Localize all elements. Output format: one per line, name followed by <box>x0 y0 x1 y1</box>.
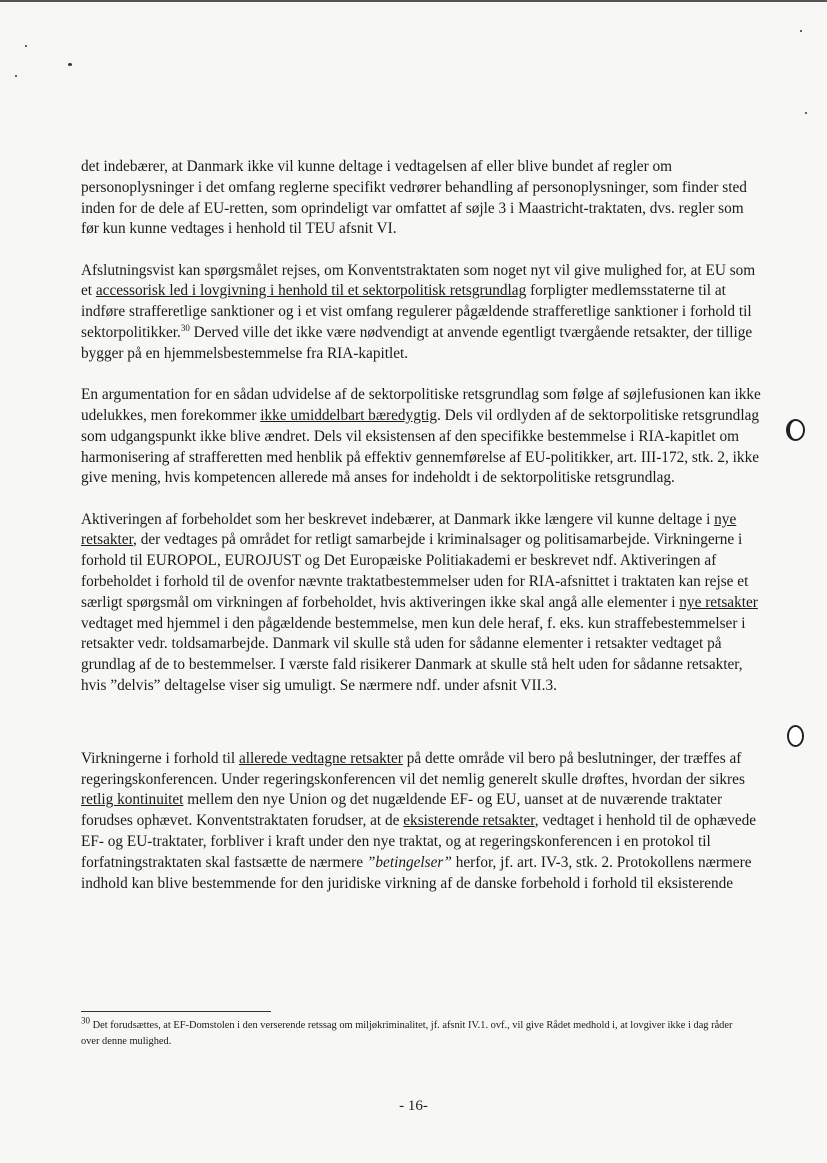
page-number: - 16- <box>399 1098 428 1114</box>
scan-speck <box>805 112 807 114</box>
paragraph <box>81 749 761 895</box>
text-run: vedtaget med hjemmel i den pågældende bestemmelse, men kun dele heraf, f. eks. kun straffebestemmelser i retsakter vedr. toldsamarbejde. Danmark vil skulle stå uden for sådanne elementer i retsakter vedtaget på grundlag af de to bestemmelser. I værste fald risikerer Danmark at skulle stå helt uden for sådanne retsakter, hvis ”delvis” deltagelse viser sig umuligt. Se nærmere ndf. under afsnit VII.3. <box>81 614 746 695</box>
text-run: forpligter medlemsstaterne til at indføre strafferetlige sanktioner og i et vist omfang regulerer pågældende strafferetlige sanktioner i forhold til sektorpolitikker. <box>81 282 752 342</box>
text-run: herfor, jf. art. IV-3, stk. 2. Protokollens nærmere indhold kan blive bestemmende for den juridiske virkning af de danske forbehold i forhold til eksisterende <box>81 853 752 892</box>
scan-speck <box>25 45 27 47</box>
body-text <box>81 157 761 915</box>
paragraph <box>81 510 761 697</box>
paragraph <box>81 157 761 240</box>
scan-edge <box>0 0 827 2</box>
italic-text: ”betingelser” <box>366 853 452 871</box>
underlined-text: eksisterende retsakter <box>403 812 535 830</box>
underlined-text: nye retsakter <box>679 593 758 611</box>
text-run: , der vedtages på området for retligt samarbejde i kriminalsager og politisamarbejde. Virkningerne i forhold til EUROPOL, EUROJUST og Det Europæiske Politiakademi er beskrevet ndf. Aktiveringen af forbeholdet i forhold til de ovenfor nævnte traktatbestemmelser uden for RIA-afsnittet i traktaten kan rejse et særligt spørgsmål om virkningen af forbeholdet, hvis aktiveringen ikke skal angå alle elementer i <box>81 531 749 611</box>
underlined-text: ikke umiddelbart bæredygtig <box>260 406 437 424</box>
underlined-text: retlig kontinuitet <box>81 791 184 809</box>
scan-speck <box>68 63 72 66</box>
text-run: Afslutningsvist kan spørgsmålet rejses, om Konventstraktaten som noget nyt vil give mulighed for, at EU som et <box>81 261 756 300</box>
underlined-text: accessorisk led i lovgivning i henhold til et sektorpolitisk retsgrundlag <box>95 282 527 300</box>
text-run: En argumentation for en sådan udvidelse af de sektorpolitiske retsgrundlag som følge af søjlefusionen kan ikke udelukkes, men forekommer <box>81 386 761 424</box>
text-run: Derved ville det ikke være nødvendigt at anvende egentligt tværgående retsakter, der tillige bygger på en hjemmelsbestemmelse fra RIA-kapitlet. <box>81 324 753 362</box>
footnote-text: Det forudsættes, at EF-Domstolen i den verserende retssag om miljøkriminalitet, jf. afsnit IV.1. ovf., vil give Rådet medhold i, at lovgiver ikke i dag råder over denne mulighed. <box>81 1020 733 1047</box>
paragraph <box>81 385 761 489</box>
paragraph <box>81 261 761 365</box>
text-run: . Dels vil ordlyden af de sektorpolitiske retsgrundlag som udgangspunkt ikke blive ændret. Dels vil eksistensen af den specifikke bestemmelse i RIA-kapitlet om harmonisering af strafferetten med henblik på effektiv gennemførelse af EU-politikker, art. III-172, stk. 2, ikke give mening, hvis kompetencen allerede må anses for indeholdt i de sektorpolitiske retsgrundlag. <box>81 406 760 487</box>
text-run: det indebærer, at Danmark ikke vil kunne deltage i vedtagelsen af eller blive bundet af regler om personoplysninger i det omfang reglerne specifikt vedrører behandling af personoplysninger, som finder sted inden for de dele af EU-retten, som oprindeligt var omfattet af søjle 3 i Maastricht-traktaten, dvs. regler som før kun kunne vedtages i henhold til TEU afsnit VI. <box>81 158 747 238</box>
punch-hole-icon <box>786 419 805 441</box>
underlined-text: allerede vedtagne retsakter <box>238 749 403 767</box>
text-run: , vedtaget i henhold til de ophævede EF- og EU-traktater, forbliver i kraft under den nye traktat, og at regeringskonferencen i en protokol til forfatningstraktaten skal fastsætte de nærmere <box>81 812 757 871</box>
scan-speck <box>800 30 802 32</box>
text-run: på dette område vil bero på beslutninger, der træffes af regeringskonferencen. Under regeringskonferencen vil det nemlig generelt skulle drøftes, hvordan der sikres <box>81 749 745 788</box>
footnote-separator <box>81 1011 271 1012</box>
text-run: Virkningerne i forhold til <box>81 749 239 767</box>
footnote <box>81 1015 751 1050</box>
footnote-reference: 30 <box>180 322 190 333</box>
punch-hole-icon <box>787 725 804 747</box>
text-run: Aktiveringen af forbeholdet som her beskrevet indebærer, at Danmark ikke længere vil kunne deltage i <box>81 510 715 528</box>
scan-speck <box>15 75 17 77</box>
footnote-number: 30 <box>81 1015 90 1026</box>
underlined-text: nye retsakter <box>81 510 737 549</box>
text-run: mellem den nye Union og det nugældende EF- og EU, uanset at de nuværende traktater forudses ophævet. Konventstraktaten forudser, at de <box>81 791 723 830</box>
